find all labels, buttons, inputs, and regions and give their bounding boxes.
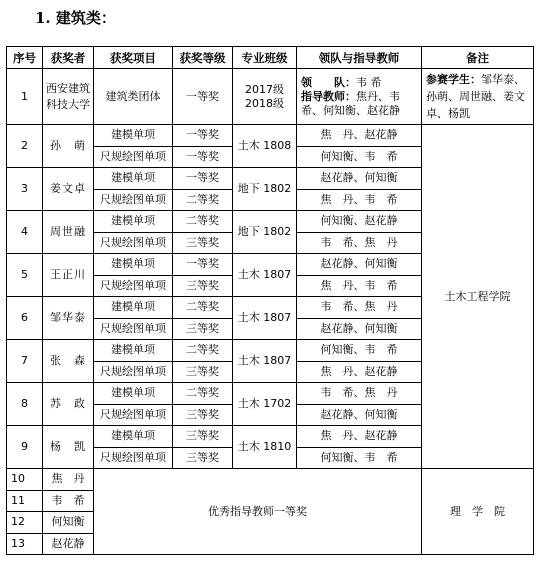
project-cell: 尺规绘图单项 — [94, 404, 173, 426]
header-cell: 领队与指导教师 — [297, 47, 422, 69]
winner-name: 韦 希 — [43, 490, 94, 512]
class-cell: 地下 1802 — [233, 211, 297, 254]
project-cell: 尺规绘图单项 — [94, 318, 173, 340]
class-cell: 土木 1810 — [233, 426, 297, 469]
level-cell: 二等奖 — [173, 211, 233, 233]
winner-name: 杨 凯 — [43, 426, 94, 469]
project-cell: 尺规绘图单项 — [94, 146, 173, 168]
row-number: 7 — [7, 340, 43, 383]
class-cell: 土木 1807 — [233, 297, 297, 340]
project-cell: 尺规绘图单项 — [94, 447, 173, 469]
teachers-cell: 韦 希、焦 丹 — [297, 383, 422, 405]
level-cell: 三等奖 — [173, 318, 233, 340]
header-cell: 获奖等级 — [173, 47, 233, 69]
level-cell: 三等奖 — [173, 404, 233, 426]
leader-value: 韦 希 — [356, 75, 382, 89]
teachers-cell: 何知衡、韦 希 — [297, 146, 422, 168]
header-cell: 备注 — [422, 47, 534, 69]
header-row — [7, 47, 534, 69]
level-cell: 一等奖 — [173, 254, 233, 276]
project-cell: 建模单项 — [94, 297, 173, 319]
level-cell: 三等奖 — [173, 361, 233, 383]
winner-name: 何知衡 — [43, 512, 94, 534]
winner-name: 姜文卓 — [43, 168, 94, 211]
winner-name: 孙 萌 — [43, 125, 94, 168]
header-cell: 专业班级 — [233, 47, 297, 69]
winner-name: 周世融 — [43, 211, 94, 254]
row-number: 4 — [7, 211, 43, 254]
project-cell: 尺规绘图单项 — [94, 232, 173, 254]
teachers-cell: 赵花静、何知衡 — [297, 168, 422, 190]
row-number: 6 — [7, 297, 43, 340]
row-number: 13 — [7, 533, 43, 555]
teachers-cell: 韦 希、焦 丹 — [297, 297, 422, 319]
awards-table — [6, 46, 534, 555]
note-cell: 土木工程学院 — [422, 125, 534, 469]
award-cell: 优秀指导教师一等奖 — [94, 469, 422, 555]
row-number: 8 — [7, 383, 43, 426]
note-cell: 理 学 院 — [422, 469, 534, 555]
level-cell: 三等奖 — [173, 426, 233, 448]
teachers-cell: 赵花静、何知衡 — [297, 318, 422, 340]
note-label: 参赛学生： — [426, 73, 481, 86]
project-cell: 尺规绘图单项 — [94, 275, 173, 297]
teachers-cell: 韦 希、焦 丹 — [297, 232, 422, 254]
class-cell: 土木 1807 — [233, 254, 297, 297]
teachers-cell: 赵花静、何知衡 — [297, 254, 422, 276]
level-cell: 二等奖 — [173, 297, 233, 319]
row-number: 5 — [7, 254, 43, 297]
section-title: 1. 建筑类： — [35, 9, 116, 27]
teachers-cell: 赵花静、何知衡 — [297, 404, 422, 426]
row-number: 3 — [7, 168, 43, 211]
level-cell: 三等奖 — [173, 232, 233, 254]
level-cell: 一等奖 — [173, 125, 233, 147]
project-cell: 建模单项 — [94, 426, 173, 448]
leader-label: 领 队： — [301, 75, 356, 89]
teachers-cell: 焦 丹、韦 希 — [297, 275, 422, 297]
teachers-cell: 焦 丹、赵花静 — [297, 125, 422, 147]
class-cell: 土木 1807 — [233, 340, 297, 383]
level-cell: 二等奖 — [173, 340, 233, 362]
project-cell: 建筑类团体 — [94, 69, 173, 125]
teachers-cell: 何知衡、韦 希 — [297, 340, 422, 362]
class-line: 2017级 — [245, 82, 284, 96]
level-cell: 二等奖 — [173, 383, 233, 405]
level-cell: 一等奖 — [173, 146, 233, 168]
header-cell: 获奖项目 — [94, 47, 173, 69]
winner-name: 王正川 — [43, 254, 94, 297]
class-cell — [233, 69, 297, 125]
leaders-cell — [297, 69, 422, 125]
teachers-cell: 焦 丹、韦 希 — [297, 189, 422, 211]
header-cell: 获奖者 — [43, 47, 94, 69]
project-cell: 建模单项 — [94, 168, 173, 190]
level-cell: 三等奖 — [173, 275, 233, 297]
class-cell: 土木 1808 — [233, 125, 297, 168]
project-cell: 建模单项 — [94, 211, 173, 233]
winner-name: 赵花静 — [43, 533, 94, 555]
class-line: 2018级 — [245, 96, 284, 110]
winner-cell: 西安建筑科技大学 — [43, 69, 94, 125]
project-cell: 建模单项 — [94, 254, 173, 276]
row-number: 10 — [7, 469, 43, 491]
winner-name: 焦 丹 — [43, 469, 94, 491]
table-row — [7, 469, 534, 491]
header-cell: 序号 — [7, 47, 43, 69]
winner-name: 邹华泰 — [43, 297, 94, 340]
winner-name: 张 森 — [43, 340, 94, 383]
project-cell: 建模单项 — [94, 383, 173, 405]
level-cell: 一等奖 — [173, 69, 233, 125]
winner-name: 苏 政 — [43, 383, 94, 426]
row-number: 9 — [7, 426, 43, 469]
row-number: 11 — [7, 490, 43, 512]
teachers-cell: 何知衡、赵花静 — [297, 211, 422, 233]
project-cell: 尺规绘图单项 — [94, 361, 173, 383]
row-number: 12 — [7, 512, 43, 534]
class-cell: 地下 1802 — [233, 168, 297, 211]
class-cell: 土木 1702 — [233, 383, 297, 426]
teachers-cell: 焦 丹、赵花静 — [297, 361, 422, 383]
level-cell: 一等奖 — [173, 168, 233, 190]
project-cell: 尺规绘图单项 — [94, 189, 173, 211]
row-number: 1 — [7, 69, 43, 125]
project-cell: 建模单项 — [94, 125, 173, 147]
table-row — [7, 125, 534, 147]
teachers-cell: 何知衡、韦 希 — [297, 447, 422, 469]
project-cell: 建模单项 — [94, 340, 173, 362]
table-row — [7, 69, 534, 125]
note-value: 邹华泰、孙萌、周世融、姜文卓、杨凯 — [426, 73, 525, 120]
advisor-label: 指导教师： — [301, 89, 356, 103]
teachers-cell: 焦 丹、赵花静 — [297, 426, 422, 448]
advisor-value: 焦丹、韦希、何知衡、赵花静 — [301, 89, 400, 117]
row-number: 2 — [7, 125, 43, 168]
level-cell: 三等奖 — [173, 447, 233, 469]
level-cell: 二等奖 — [173, 189, 233, 211]
note-cell — [422, 69, 534, 125]
